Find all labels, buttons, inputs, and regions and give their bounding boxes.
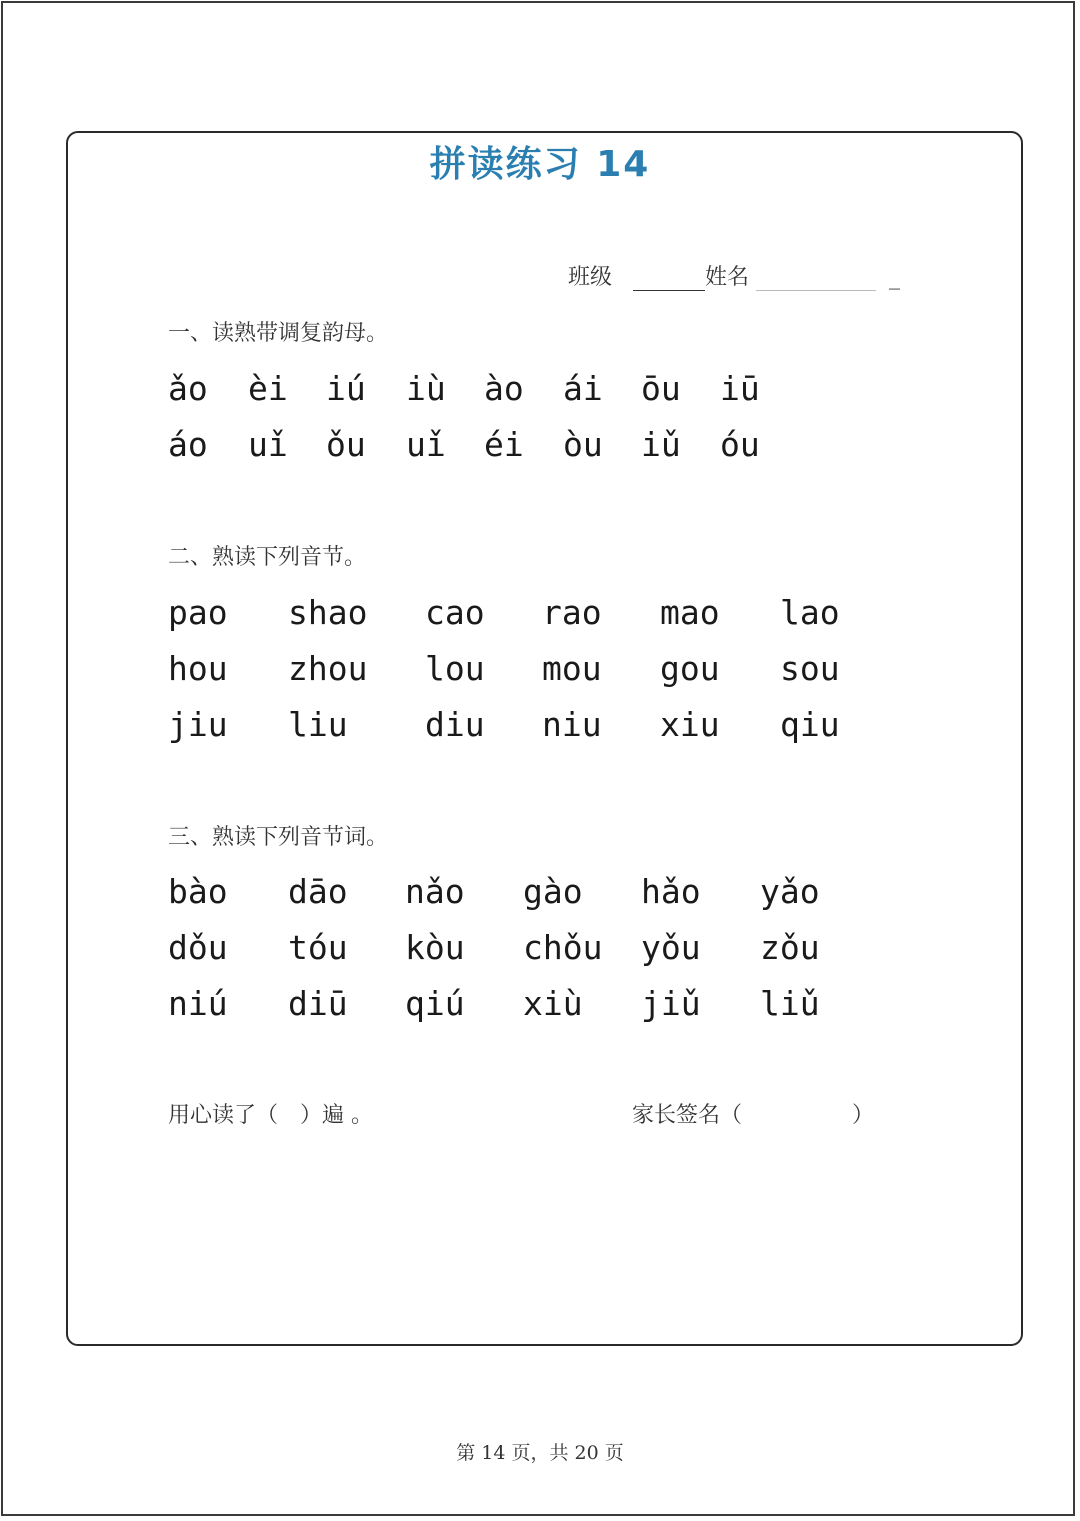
page-number: 第 14 页，共 20 页 <box>456 1442 624 1464</box>
pinyin-syllable: èi <box>248 369 288 408</box>
pinyin-syllable: yǎo <box>760 872 820 911</box>
pinyin-syllable: nǎo <box>405 872 465 911</box>
pinyin-syllable: diū <box>288 984 348 1023</box>
pinyin-syllable: óu <box>720 425 760 464</box>
pinyin-syllable: niu <box>542 705 602 744</box>
pinyin-syllable: liu <box>288 705 348 744</box>
pinyin-syllable: lao <box>780 593 840 632</box>
pinyin-syllable: hǎo <box>641 872 701 911</box>
pinyin-syllable: kòu <box>405 928 465 967</box>
pinyin-syllable: ái <box>563 369 603 408</box>
pinyin-syllable: tóu <box>288 928 348 967</box>
pinyin-syllable: uǐ <box>406 425 446 464</box>
pinyin-syllable: pao <box>168 593 228 632</box>
pinyin-syllable: qiú <box>405 984 465 1023</box>
pinyin-syllable: dǒu <box>168 928 228 967</box>
pinyin-syllable: zǒu <box>760 928 820 967</box>
read-times-line: 用心读了（ ）遍 。 <box>168 1103 373 1128</box>
section-1-heading: 一、读熟带调复韵母。 <box>168 321 389 346</box>
pinyin-syllable: lou <box>425 649 485 688</box>
name-blank[interactable] <box>756 290 876 291</box>
pinyin-syllable: iù <box>406 369 446 408</box>
worksheet-title: 拼读练习 14 <box>429 144 651 185</box>
pinyin-syllable: diu <box>425 705 485 744</box>
pinyin-syllable: ào <box>484 369 524 408</box>
pinyin-syllable: hou <box>168 649 228 688</box>
pinyin-syllable: áo <box>168 425 208 464</box>
pinyin-syllable: rao <box>542 593 602 632</box>
pinyin-syllable: cao <box>425 593 485 632</box>
pinyin-syllable: mou <box>542 649 602 688</box>
pinyin-syllable: iǔ <box>641 425 681 464</box>
pinyin-syllable: jiu <box>168 705 228 744</box>
pinyin-syllable: mao <box>660 593 720 632</box>
section-3-heading: 三、熟读下列音节词。 <box>168 825 389 850</box>
pinyin-syllable: bào <box>168 872 228 911</box>
section-2-heading: 二、熟读下列音节。 <box>168 545 367 570</box>
pinyin-syllable: qiu <box>780 705 840 744</box>
pinyin-syllable: xiu <box>660 705 720 744</box>
pinyin-syllable: sou <box>780 649 840 688</box>
pinyin-syllable: jiǔ <box>641 984 701 1023</box>
pinyin-syllable: chǒu <box>523 928 603 967</box>
pinyin-syllable: yǒu <box>641 928 701 967</box>
pinyin-syllable: iú <box>326 369 366 408</box>
pinyin-syllable: ōu <box>641 369 681 408</box>
pinyin-syllable: zhou <box>288 649 368 688</box>
pinyin-syllable: gào <box>523 872 583 911</box>
pinyin-syllable: shao <box>288 593 368 632</box>
class-blank[interactable] <box>633 290 705 291</box>
class-name-line <box>568 260 900 291</box>
pinyin-syllable: òu <box>563 425 603 464</box>
name-trail: _ <box>889 265 901 290</box>
parent-signature-line: 家长签名（ ） <box>632 1103 875 1128</box>
pinyin-syllable: ǎo <box>168 369 208 408</box>
pinyin-syllable: iū <box>720 369 760 408</box>
class-label: 班级 <box>568 265 613 290</box>
pinyin-syllable: niú <box>168 984 228 1023</box>
pinyin-syllable: xiù <box>523 984 583 1023</box>
name-label: 姓名 <box>705 265 750 290</box>
pinyin-syllable: éi <box>484 425 524 464</box>
pinyin-syllable: ǒu <box>326 425 366 464</box>
pinyin-syllable: liǔ <box>760 984 820 1023</box>
pinyin-syllable: gou <box>660 649 720 688</box>
pinyin-syllable: uǐ <box>248 425 288 464</box>
pinyin-syllable: dāo <box>288 872 348 911</box>
